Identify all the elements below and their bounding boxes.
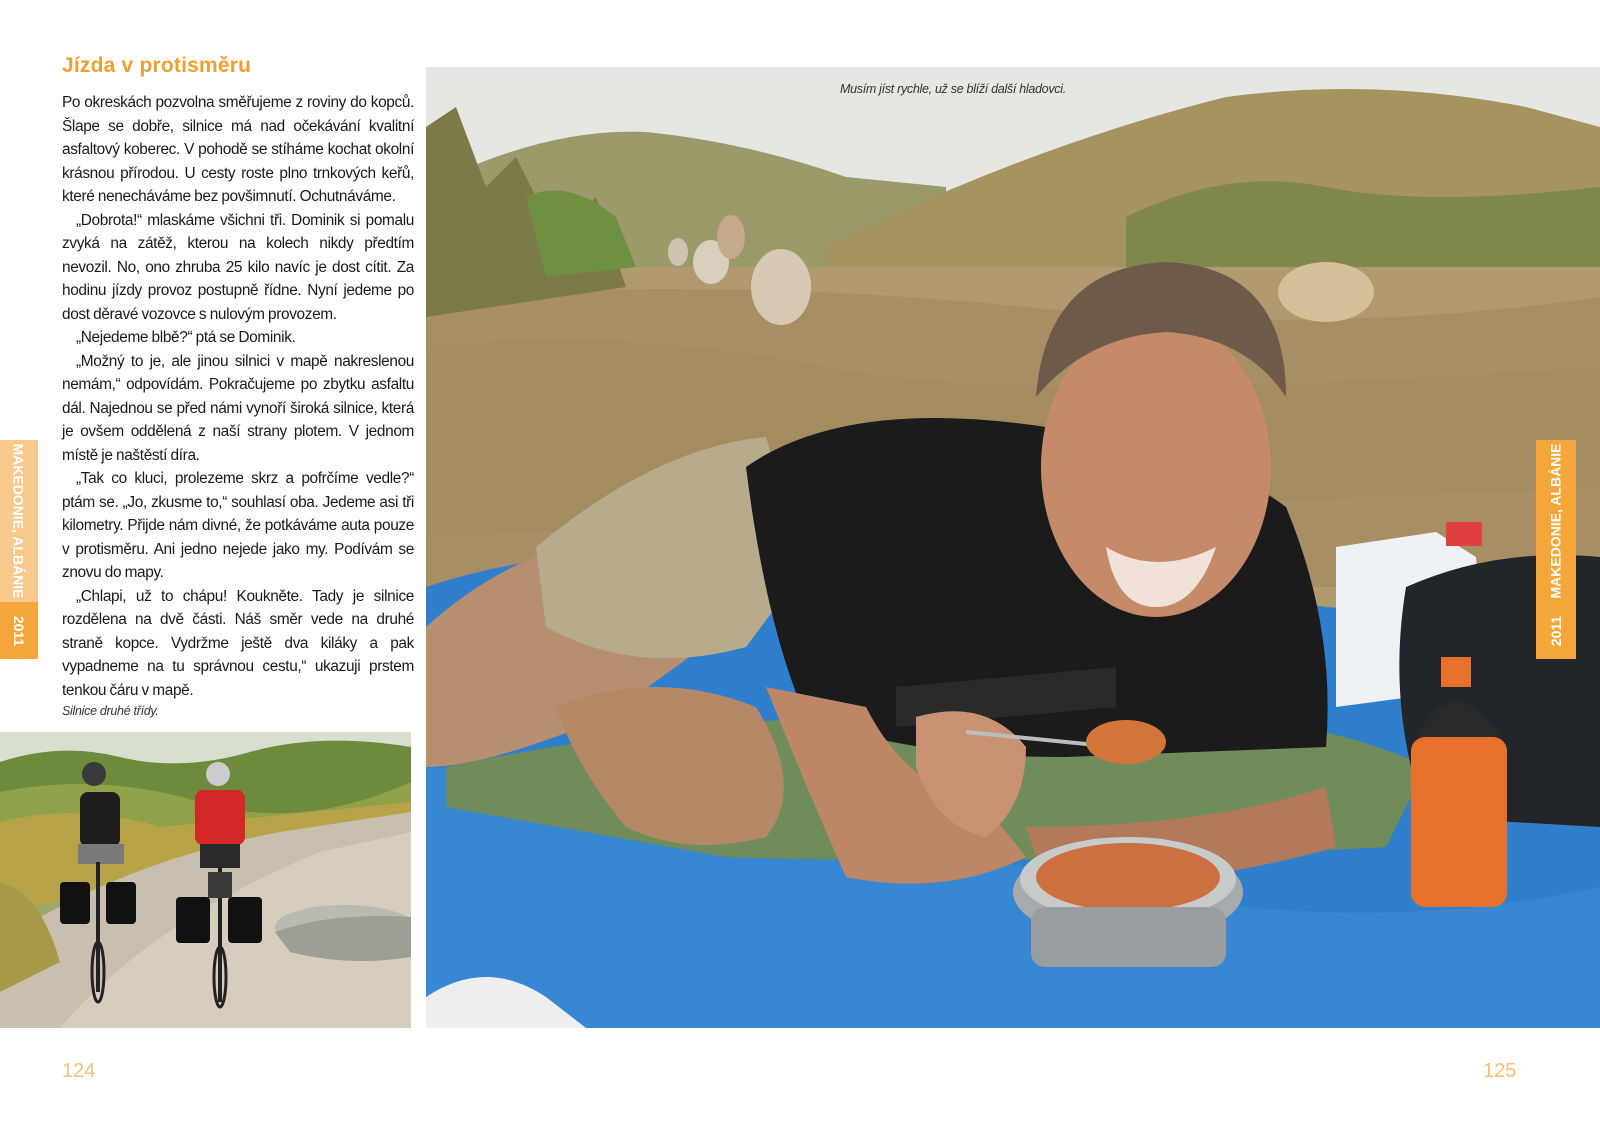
chapter-tab-year: 2011 [11, 615, 27, 646]
paragraph: „Chlapi, už to chápu! Koukněte. Tady je silnice rozdělena na dvě části. Náš směr vede na druhé straně kopce. Vydržme ještě dva kiláky a pak vypadneme na tu správnou cestu,“ ukazuji prstem tenkou čáru v mapě. [62, 587, 414, 699]
chapter-tab-text: MAKEDONIE, ALBÁNIE [1548, 443, 1565, 599]
paragraph: Po okreskách pozvolna směřujeme z roviny do kopců. Šlape se dobře, silnice má nad očekávání kvalitní asfaltový koberec. V pohodě se stíháme kochat okolní krásnou přírodou. U cesty roste plno trnkových keřů, které nenecháváme bez povšimnutí. Ochutnáváme. [62, 94, 414, 205]
chapter-tab-right [1536, 440, 1576, 659]
chapter-tab-year: 2011 [1548, 615, 1564, 646]
paragraph: „Tak co kluci, prolezeme skrz a pofrčíme vedle?“ ptám se. „Jo, zkusme to,“ souhlasí oba. Jedeme asi tři kilometry. Přijde nám divné, že potkáváme auta pouze v protisměru. Ani jedno nejede jako my. Podívám se znovu do mapy. [62, 470, 414, 581]
picnic-photo [426, 67, 1600, 1028]
page-number-right: 125 [1483, 1060, 1517, 1082]
cyclists-photo [0, 732, 411, 1028]
paragraph: „Možný to je, ale jinou silnici v mapě nakreslenou nemám,“ odpovídám. Pokračujeme po zbytku asfaltu dál. Najednou se před námi vynoří široká silnice, která je ovšem oddělená z naší strany plotem. V jednom místě je naštěstí díra. [62, 352, 414, 464]
paragraph: „Nejedeme blbě?“ ptá se Dominik. [76, 329, 296, 346]
body-text [62, 91, 414, 702]
picnic-photo-caption: Musím jíst rychle, už se blíží další hladovci. [840, 82, 1066, 96]
paragraph: „Dobrota!“ mlaskáme všichni tři. Dominik si pomalu zvyká na zátěž, kterou na kolech nikdy předtím nevozil. No, ono zhruba 25 kilo navíc je dost cítit. Za hodinu jízdy provoz postupně řídne. Nyní jedeme po dost děravé vozovce s nulovým provozem. [62, 211, 414, 323]
section-heading: Jízda v protisměru [62, 54, 252, 77]
cyclists-photo-caption: Silnice druhé třídy. [62, 704, 159, 718]
chapter-tab-text: MAKEDONIE, ALBÁNIE [11, 443, 28, 599]
chapter-tab-left [0, 440, 38, 659]
page-number-left: 124 [62, 1060, 96, 1082]
